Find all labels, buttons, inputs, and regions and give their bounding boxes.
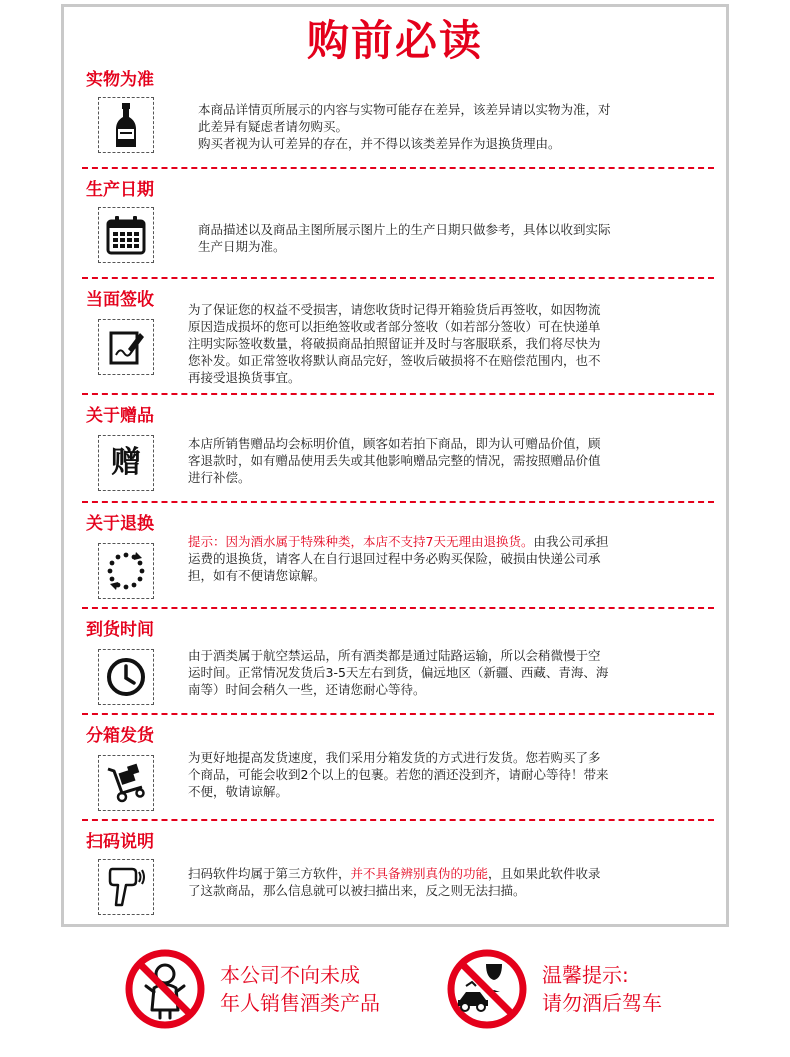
section-text-line: 本商品详情页所展示的内容与实物可能存在差异，该差异请以实物为准，对 <box>198 102 611 117</box>
section-text-line: 运时间。正常情况发货后3-5天左右到货，偏远地区（新疆、西藏、青海、海 <box>188 665 609 680</box>
section-text-line: 商品描述以及商品主图所展示图片上的生产日期只做参考，具体以收到实际 <box>198 222 611 237</box>
section-text-line: 由我公司承担 <box>533 534 609 549</box>
section-divider <box>82 819 714 821</box>
section-title: 分箱发货 <box>86 726 154 746</box>
section-production-date <box>64 179 732 271</box>
section-text-line: 原因造成损坏的您可以拒绝签收或者部分签收（如若部分签收）可在快递单 <box>188 319 601 334</box>
refresh-cycle-icon <box>98 543 154 599</box>
section-gifts <box>64 405 732 505</box>
no-drink-driving-icon <box>446 948 528 1030</box>
section-sign-in-person <box>64 289 732 399</box>
returns-notice: 提示：因为酒水属于特殊种类，本店不支持7天无理由退换货。 <box>188 534 534 549</box>
section-scan-code <box>64 831 732 925</box>
footer-no-drink-driving <box>446 948 662 1030</box>
page-title: 购前必读 <box>306 16 483 65</box>
footer-text-line: 年人销售酒类产品 <box>220 991 380 1015</box>
footer-text-line: 温馨提示: <box>542 963 629 987</box>
section-title: 实物为准 <box>86 70 154 90</box>
clock-icon <box>98 649 154 705</box>
section-text-line: 本店所销售赠品均会标明价值，顾客如若拍下商品，即为认可赠品价值，顾 <box>188 436 601 451</box>
section-text-line: 您补发。如正常签收将默认商品完好，签收后破损将不在赔偿范围内，也不 <box>188 353 601 368</box>
section-text-line: 生产日期为准。 <box>198 239 286 254</box>
section-title: 当面签收 <box>86 290 154 310</box>
section-text-line: 购买者视为认可差异的存在，并不得以该类差异作为退换货理由。 <box>198 136 561 151</box>
hand-truck-icon <box>98 755 154 811</box>
section-title: 扫码说明 <box>86 832 154 852</box>
section-text-line: 进行补偿。 <box>188 470 251 485</box>
section-divider <box>82 277 714 279</box>
section-divider <box>82 713 714 715</box>
calendar-icon <box>98 207 154 263</box>
footer-no-minors <box>124 948 380 1030</box>
section-delivery-time <box>64 619 732 719</box>
section-title: 关于赠品 <box>86 406 154 426</box>
section-text-line: ，且如果此软件收录 <box>488 866 601 881</box>
section-text-line: 为了保证您的权益不受损害，请您收货时记得开箱验货后再签收，如因物流 <box>188 302 601 317</box>
section-text-line: 扫码软件均属于第三方软件， <box>188 866 351 881</box>
section-text-line: 为更好地提高发货速度，我们采用分箱发货的方式进行发货。您若购买了多 <box>188 750 601 765</box>
section-split-shipping <box>64 725 732 825</box>
section-text-line: 运费的退换货，请客人在自行退回过程中务必购买保险，破损由快递公司承 <box>188 551 601 566</box>
section-text-line: 由于酒类属于航空禁运品，所有酒类都是通过陆路运输，所以会稍微慢于空 <box>188 648 601 663</box>
notice-frame <box>61 4 729 927</box>
section-text-line: 南等）时间会稍久一些，还请您耐心等待。 <box>188 682 426 697</box>
section-divider <box>82 167 714 169</box>
sign-document-icon <box>98 319 154 375</box>
gift-character-icon <box>98 435 154 491</box>
section-text-line: 不便，敬请谅解。 <box>188 784 289 799</box>
no-minors-icon <box>124 948 206 1030</box>
section-text-line: 了这款商品，那么信息就可以被扫描出来，反之则无法扫描。 <box>188 883 526 898</box>
footer-text-line: 请勿酒后驾车 <box>542 991 662 1015</box>
section-text-line: 个商品，可能会收到2个以上的包裹。若您的酒还没到齐，请耐心等待！带来 <box>188 767 609 782</box>
section-title: 到货时间 <box>86 620 154 640</box>
section-text-line: 注明实际签收数量，将破损商品拍照留证并及时与客服联系，我们将尽快为 <box>188 336 601 351</box>
section-text-line: 客退款时，如有赠品使用丢失或其他影响赠品完整的情况，需按照赠品价值 <box>188 453 601 468</box>
section-actual-product <box>64 69 732 161</box>
section-divider <box>82 501 714 503</box>
barcode-scanner-icon <box>98 859 154 915</box>
section-returns <box>64 513 732 613</box>
section-title: 关于退换 <box>86 514 154 534</box>
section-divider <box>82 393 714 395</box>
section-text-line: 此差异有疑虑者请勿购买。 <box>198 119 349 134</box>
section-divider <box>82 607 714 609</box>
section-text-line: 担，如有不便请您谅解。 <box>188 568 326 583</box>
section-title: 生产日期 <box>86 180 154 200</box>
champagne-bottle-icon <box>98 97 154 153</box>
gift-character-glyph: 赠 <box>111 445 141 480</box>
scan-warning: 并不具备辨别真伪的功能 <box>350 866 489 881</box>
section-text-line: 再接受退换货事宜。 <box>188 370 301 385</box>
footer-text-line: 本公司不向未成 <box>220 963 360 987</box>
